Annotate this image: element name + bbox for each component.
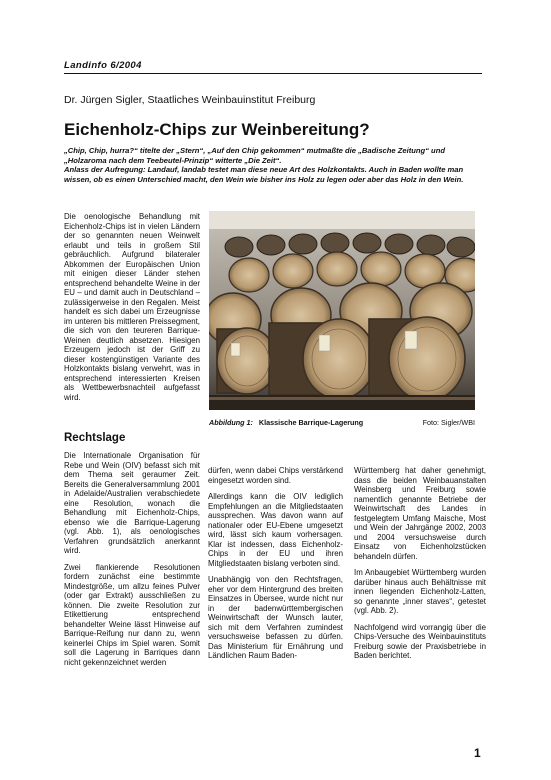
figure-caption	[209, 418, 475, 427]
paragraph: Allerdings kann die OIV lediglich Empfehlungen an die Mitgliedstaaten aussprechen. Was davon wann auf nationaler oder EU-Ebene umgesetzt wird, lässt sich kaum vorhersagen. Klar ist indessen, dass Eichenholz-Chips in der EU und ihren Mitgliedstaaten bislang verboten sind.	[208, 492, 343, 568]
paragraph: Nachfolgend wird vorrangig über die Chips-Versuche des Weinbauinstituts Freiburg sowie der Praxisbetriebe in Baden berichtet.	[354, 622, 486, 660]
lead-quotes: „Chip, Chip, hurra?“ titelte der „Stern“, „Auf den Chip gekommen“ mutmaßte die „Badische Zeitung“ und „Holzaroma nach dem Teebeutel-Prinzip“ witterte „Die Zeit“.	[64, 146, 445, 165]
body-column-1	[64, 451, 200, 674]
intro-column	[64, 212, 200, 409]
paragraph: Zwei flankierende Resolutionen fordern zunächst eine bestimmte Mindestgröße, um allzu feines Pulver (oder gar Extrakt) ausschließen zu können. Die zweite Resolution zur Etikettierung entsprechend behandelter Weine lässt Hinweise auf Barrique-Reifung nur dann zu, wenn keinerlei Chips im Spiel waren. Somit soll die Lagerung in Barriques dann nicht gekennzeichnet werden	[64, 562, 200, 667]
paragraph: Württemberg hat daher genehmigt, dass die beiden Weinbauanstalten Weinsberg und Freiburg sowie namentlich genannte Betriebe der Weinwirtschaft des Landes in festgelegtem Umfang Maische, Most und Wein der Jahrgänge 2002, 2003 und 2004 versuchsweise durch Einsatz von Eichenholzstücken behandeln dürfen.	[354, 466, 486, 561]
barrel-cellar-image	[209, 211, 475, 410]
paragraph: Die Internationale Organisation für Rebe und Wein (OIV) befasst sich mit dem Thema seit geraumer Zeit. Bereits die Generalversammlung 2001 in Adelaide/Australien verabschiedete eine Resolution, wonach die Behandlung mit Eichenholz-Chips, ebenso wie die Barrique-Lagerung (vgl. Abb. 1), als oenologisches Verfahren grundsätzlich anerkannt wird.	[64, 451, 200, 555]
paragraph: dürfen, wenn dabei Chips verstärkend eingesetzt worden sind.	[208, 466, 343, 485]
figure-number: Abbildung 1:	[209, 418, 253, 427]
barrique-photo	[209, 211, 475, 410]
body-column-3	[354, 466, 486, 668]
figure-caption-text: Klassische Barrique-Lagerung	[258, 418, 364, 427]
page-number: 1	[474, 746, 481, 760]
body-column-2	[208, 466, 343, 668]
lead-occasion: Anlass der Aufregung: Landauf, landab testet man diese neue Art des Holzkontakts. Auch in Baden wollte man wissen, ob es einen Unterschied macht, den Wein wie bisher ins Holz zu legen oder aber das Holz in den Wein.	[64, 165, 464, 184]
section-heading: Rechtslage	[64, 432, 126, 444]
running-header: Landinfo 6/2004	[64, 60, 482, 74]
paragraph: Im Anbaugebiet Württemberg wurden darüber hinaus auch Behältnisse mit innen liegenden Eichenholz-Latten, so genannte „inner staves“, getestet (vgl. Abb. 2).	[354, 568, 486, 615]
photo-credit: Foto: Sigler/WBI	[422, 418, 475, 427]
author-line: Dr. Jürgen Sigler, Staatliches Weinbauinstitut Freiburg	[64, 94, 316, 106]
article-title: Eichenholz-Chips zur Weinbereitung?	[64, 120, 370, 139]
intro-paragraph: Die oenologische Behandlung mit Eichenholz-Chips ist in vielen Ländern der so genannten neuen Weinwelt erlaubt und teils in großem Stil gebräuchlich. Aufgrund bilateraler Abkommen der Europäischen Union mit einigen dieser Länder stehen entsprechend behandelte Weine in der EU – und damit auch in Deutschland – zulässigerweise in den Regalen. Meist handelt es sich dabei um Erzeugnisse im unteren bis mittleren Preissegment, die sich von den teureren Barrique-Weinen deutlich absetzen. Hiesigen Erzeugern jedoch ist der Griff zu dieser kostengünstigen Variante des Holzkontakts bislang verwehrt, was in entsprechend interessierten Kreisen als Wettbewerbsnachteil aufgefasst wird.	[64, 212, 200, 402]
paragraph: Unabhängig von den Rechtsfragen, eher vor dem Hintergrund des breiten Einsatzes in Übersee, wurde nicht nur in der badenwürttembergischen Weinwirtschaft der Wunsch lauter, sich mit dem Verfahren zumindest versuchsweise befassen zu dürfen. Das Ministerium für Ernährung und Ländlichen Raum Baden-	[208, 575, 343, 660]
lead-paragraph	[64, 146, 489, 184]
